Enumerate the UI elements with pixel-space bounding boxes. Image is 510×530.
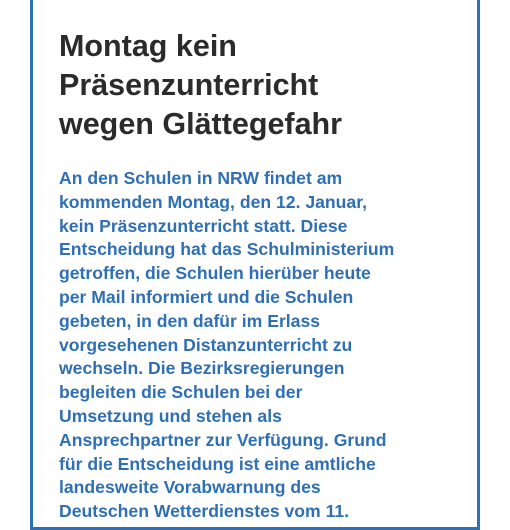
body-line: wechseln. Die Bezirksregierungen xyxy=(59,358,345,379)
article-body xyxy=(59,167,469,524)
article-headline xyxy=(59,27,459,144)
body-line: Deutschen Wetterdienstes vom 11. xyxy=(59,501,350,522)
body-line: für die Entscheidung ist eine amtliche xyxy=(59,453,376,474)
headline-line: Präsenzunterricht xyxy=(59,68,319,102)
body-line: Entscheidung hat das Schulministerium xyxy=(59,239,395,260)
headline-line: wegen Glättegefahr xyxy=(59,107,343,141)
body-line: kommenden Montag, den 12. Januar, xyxy=(59,191,367,212)
body-line: An den Schulen in NRW findet am xyxy=(59,168,343,188)
body-line: per Mail informiert und die Schulen xyxy=(59,286,354,307)
article-card xyxy=(30,0,480,530)
body-line: Umsetzung und stehen als xyxy=(59,405,282,426)
body-line: kein Präsenzunterricht statt. Diese xyxy=(59,215,348,236)
body-line: Ansprechpartner zur Verfügung. Grund xyxy=(59,429,387,450)
body-line: landesweite Vorabwarnung des xyxy=(59,477,321,498)
headline-line: Montag kein xyxy=(59,29,237,63)
body-line: vorgesehenen Distanzunterricht zu xyxy=(59,334,353,355)
body-line: begleiten die Schulen bei der xyxy=(59,382,303,403)
body-line: getroffen, die Schulen hierüber heute xyxy=(59,263,371,284)
body-line: gebeten, in den dafür im Erlass xyxy=(59,310,321,331)
